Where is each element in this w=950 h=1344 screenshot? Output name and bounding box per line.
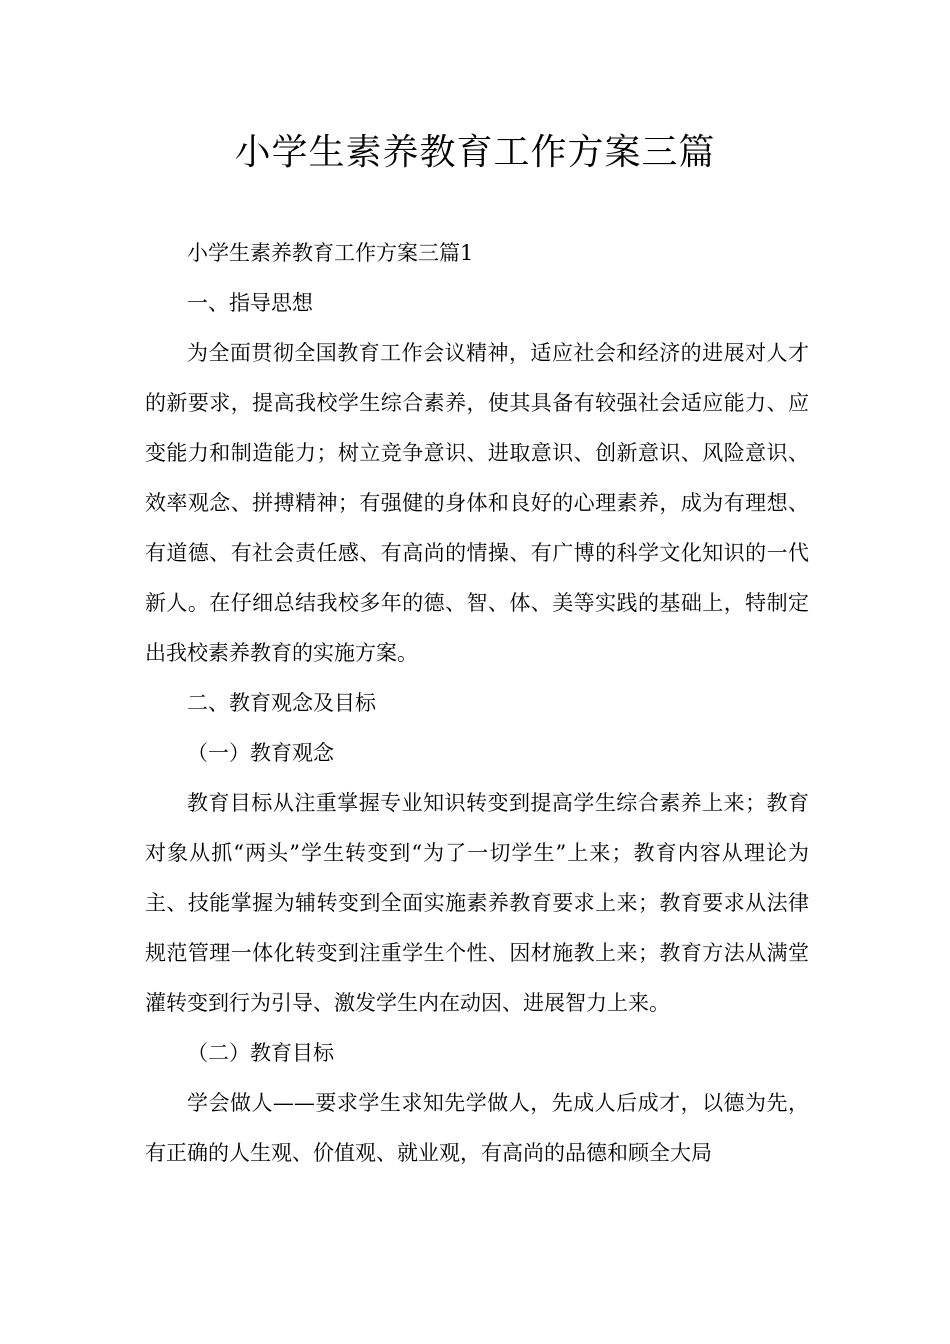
paragraph-education-goals: 学会做人——要求学生求知先学做人，先成人后成才，以德为先，有正确的人生观、价值观、就业观，有高尚的品德和顾全大局 bbox=[145, 1091, 809, 1165]
subheading-education-goals: （二）教育目标 bbox=[187, 1041, 334, 1065]
section-heading-part-1: 小学生素养教育工作方案三篇1 bbox=[187, 241, 474, 265]
document-title: 小学生素养教育工作方案三篇 bbox=[234, 132, 716, 173]
heading-concepts-and-goals: 二、教育观念及目标 bbox=[187, 691, 376, 715]
document-body bbox=[145, 228, 809, 1178]
paragraph-guiding-thought: 为全面贯彻全国教育工作会议精神，适应社会和经济的进展对人才的新要求，提高我校学生综合素养，使其具备有较强社会适应能力、应变能力和制造能力；树立竞争意识、进取意识、创新意识、风险意识、效率观念、拼搏精神；有强健的身体和良好的心理素养，成为有理想、有道德、有社会责任感、有高尚的情操、有广博的科学文化知识的一代新人。在仔细总结我校多年的德、智、体、美等实践的基础上，特制定出我校素养教育的实施方案。 bbox=[145, 341, 809, 665]
heading-guiding-thought: 一、指导思想 bbox=[187, 291, 313, 315]
paragraph-education-concept: 教育目标从注重掌握专业知识转变到提高学生综合素养上来；教育对象从抓“两头”学生转变到“为了一切学生”上来；教育内容从理论为主、技能掌握为辅转变到全面实施素养教育要求上来；教育要求从法律规范管理一体化转变到注重学生个性、因材施教上来；教育方法从满堂灌转变到行为引导、激发学生内在动因、进展智力上来。 bbox=[145, 791, 809, 1015]
subheading-education-concept: （一）教育观念 bbox=[187, 741, 334, 765]
